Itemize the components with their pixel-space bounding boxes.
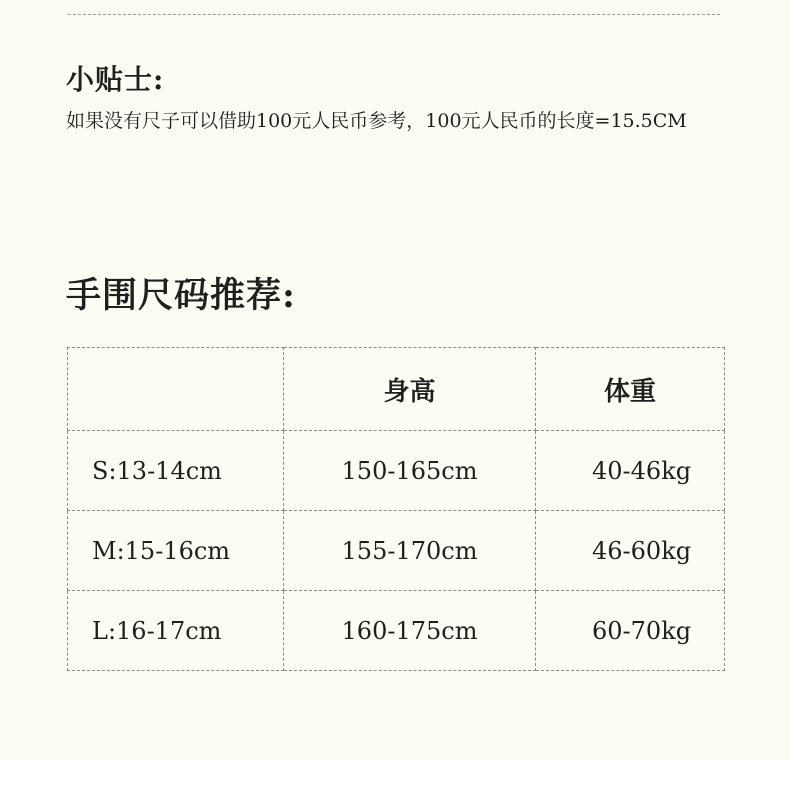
size-table xyxy=(67,347,725,671)
table-row xyxy=(68,511,725,591)
height-cell: 155-170cm xyxy=(284,511,536,591)
weight-cell: 60-70kg xyxy=(536,591,725,671)
table-header-row xyxy=(68,348,725,431)
tips-text: 如果没有尺子可以借助100元人民币参考，100元人民币的长度=15.5CM xyxy=(66,110,687,132)
size-recommendation-title: 手围尺码推荐: xyxy=(66,275,296,316)
table-row xyxy=(68,591,725,671)
tips-title: 小贴士: xyxy=(66,63,165,96)
size-cell: L:16-17cm xyxy=(68,591,284,671)
header-height-cell: 身高 xyxy=(284,348,536,431)
weight-cell: 46-60kg xyxy=(536,511,725,591)
height-cell: 150-165cm xyxy=(284,431,536,511)
table-row xyxy=(68,431,725,511)
height-cell: 160-175cm xyxy=(284,591,536,671)
weight-cell: 40-46kg xyxy=(536,431,725,511)
size-cell: M:15-16cm xyxy=(68,511,284,591)
top-divider xyxy=(68,14,720,15)
header-size-cell xyxy=(68,348,284,431)
size-cell: S:13-14cm xyxy=(68,431,284,511)
header-weight-cell: 体重 xyxy=(536,348,725,431)
